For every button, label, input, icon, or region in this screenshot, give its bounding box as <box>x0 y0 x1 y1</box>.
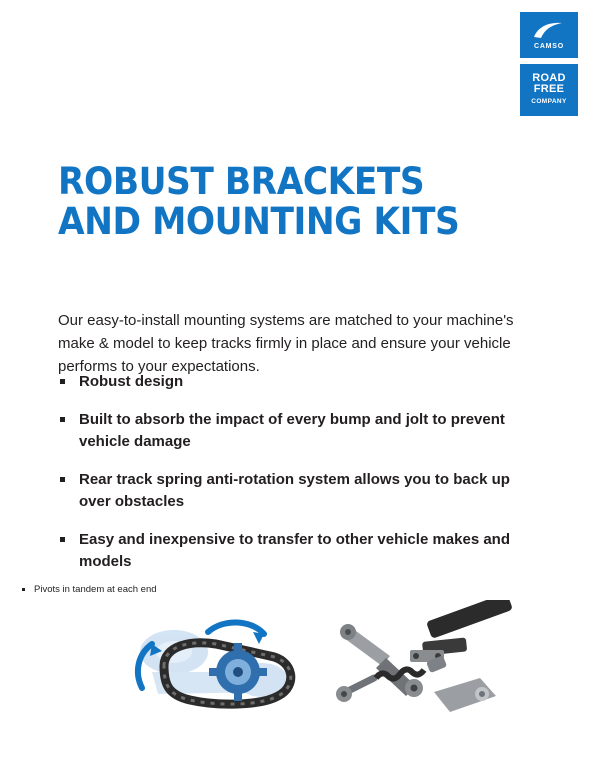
camso-swoosh-icon <box>532 21 566 41</box>
list-item: Easy and inexpensive to transfer to other vehicle makes and models <box>58 529 528 573</box>
page-title <box>58 159 495 243</box>
road-free-company-badge <box>520 64 578 116</box>
camso-wordmark: CAMSO <box>533 43 565 50</box>
logo-block <box>520 12 578 116</box>
mounting-brackets-hardware-photo <box>330 600 530 745</box>
list-item: Robust design <box>58 371 528 393</box>
rubber-track-with-rotation-arrows-illustration <box>112 610 322 735</box>
intro-paragraph: Our easy-to-install mounting systems are matched to your machine's make & model to keep tracks firmly in place and ensure your vehicle performs to your expectations. <box>58 312 514 375</box>
list-item: Built to absorb the impact of every bump and jolt to prevent vehicle damage <box>58 409 528 453</box>
figure-caption: Pivots in tandem at each end <box>20 583 420 596</box>
list-item: Rear track spring anti-rotation system allows you to back up over obstacles <box>58 469 528 513</box>
camso-logo <box>520 12 578 58</box>
page-title-line-2: AND MOUNTING KITS <box>58 199 460 243</box>
badge-line-road: ROAD <box>532 72 566 84</box>
badge-line-free: FREE <box>533 83 565 95</box>
figure-area <box>0 600 600 760</box>
badge-line-company: COMPANY <box>531 98 567 105</box>
page-title-line-1: ROBUST BRACKETS <box>58 159 425 203</box>
feature-bullet-list <box>58 371 528 589</box>
